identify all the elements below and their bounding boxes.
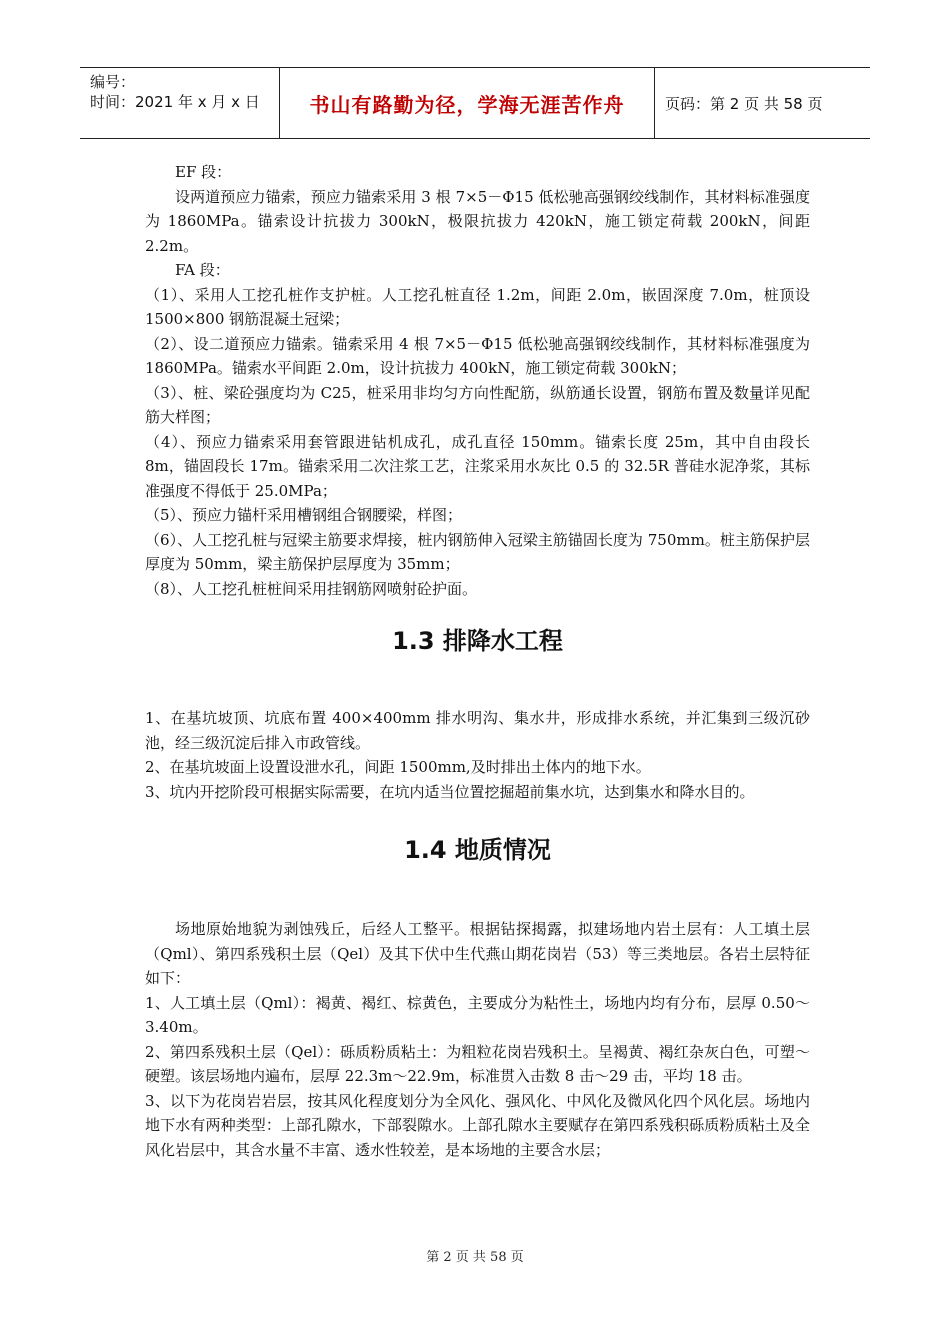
fa-title: FA 段： xyxy=(175,261,230,279)
page-header xyxy=(80,67,870,139)
fa-item: （2）、设二道预应力锚索。锚索采用 4 根 7×5－Φ15 低松驰高强钢绞线制作，其材料标准强度为 1860MPa。锚索水平间距 2.0m，设计抗拔力 400kN，施工锁定荷载 300kN； xyxy=(145,334,810,377)
header-page-cell xyxy=(655,68,870,138)
header-motto-cell xyxy=(280,68,655,138)
date-label: 时间：2021 年 x 月 x 日 xyxy=(90,93,260,111)
drainage-item: 2、在基坑坡面上设置设泄水孔，间距 1500mm,及时排出土体内的地下水。 xyxy=(145,758,651,776)
ef-body: 设两道预应力锚索，预应力锚索采用 3 根 7×5－Φ15 低松驰高强钢绞线制作，其材料标准强度为 1860MPa。锚索设计抗拔力 300kN，极限抗拔力 420kN，施工锁定荷载 200kN，间距 2.2m。 xyxy=(145,187,810,255)
section-heading-1-3: 1.3 排降水工程 xyxy=(392,627,563,655)
geology-item: 1、人工填土层（Qml）：褐黄、褐红、棕黄色，主要成分为粘性土，场地内均有分布，层厚 0.50～3.40m。 xyxy=(145,993,810,1036)
page-footer: 第 2 页 共 58 页 xyxy=(426,1250,524,1265)
fa-item: （6）、人工挖孔桩与冠梁主筋要求焊接，桩内钢筋伸入冠梁主筋锚固长度为 750mm。桩主筋保护层厚度为 50mm，梁主筋保护层厚度为 35mm； xyxy=(145,530,810,573)
fa-item: （4）、预应力锚索采用套管跟进钻机成孔，成孔直径 150mm。锚索长度 25m，其中自由段长 8m，锚固段长 17m。锚索采用二次注浆工艺，注浆采用水灰比 0.5 的 32.5R 普硅水泥净浆，其标准强度不得低于 25.0MPa； xyxy=(145,432,810,500)
drainage-item: 3、坑内开挖阶段可根据实际需要，在坑内适当位置挖掘超前集水坑，达到集水和降水目的。 xyxy=(145,782,755,801)
drainage-item: 1、在基坑坡顶、坑底布置 400×400mm 排水明沟、集水井，形成排水系统，并汇集到三级沉砂池，经三级沉淀后排入市政管线。 xyxy=(145,709,810,752)
geology-item: 2、第四系残积土层（Qel）：砾质粉质粘土：为粗粒花岗岩残积土。呈褐黄、褐红杂灰白色，可塑～硬塑。该层场地内遍布，层厚 22.3m～22.9m，标准贯入击数 8 击～29 击，平均 18 击。 xyxy=(145,1042,810,1085)
page-content xyxy=(145,160,810,1162)
fa-item: （8）、人工挖孔桩桩间采用挂钢筋网喷射砼护面。 xyxy=(145,579,478,598)
number-label: 编号： xyxy=(90,73,136,91)
fa-item: （5）、预应力锚杆采用槽钢组合钢腰梁，样图； xyxy=(145,506,463,524)
fa-item: （3）、桩、梁砼强度均为 C25，桩采用非均匀方向性配筋，纵筋通长设置，钢筋布置及数量详见配筋大样图； xyxy=(145,383,810,426)
page-info: 页码：第 2 页 共 58 页 xyxy=(665,94,823,113)
section-heading-1-4: 1.4 地质情况 xyxy=(404,836,551,864)
geology-item: 3、以下为花岗岩岩层，按其风化程度划分为全风化、强风化、中风化及微风化四个风化层。场地内地下水有两种类型：上部孔隙水，下部裂隙水。上部孔隙水主要赋存在第四系残积砾质粉质粘土及全风化岩层中，其含水量不丰富、透水性较差，是本场地的主要含水层； xyxy=(145,1091,810,1159)
geology-intro: 场地原始地貌为剥蚀残丘，后经人工整平。根据钻探揭露，拟建场地内岩土层有：人工填土层（Qml）、第四系残积土层（Qel）及其下伏中生代燕山期花岗岩（53）等三类地层。各岩土层特征如下： xyxy=(145,920,810,987)
ef-title: EF 段： xyxy=(175,163,232,181)
motto: 书山有路勤为径，学海无涯苦作舟 xyxy=(309,92,625,117)
header-meta xyxy=(80,68,280,138)
fa-item: （1）、采用人工挖孔桩作支护桩。人工挖孔桩直径 1.2m，间距 2.0m，嵌固深度 7.0m，桩顶设 1500×800 钢筋混凝土冠梁； xyxy=(145,285,810,328)
